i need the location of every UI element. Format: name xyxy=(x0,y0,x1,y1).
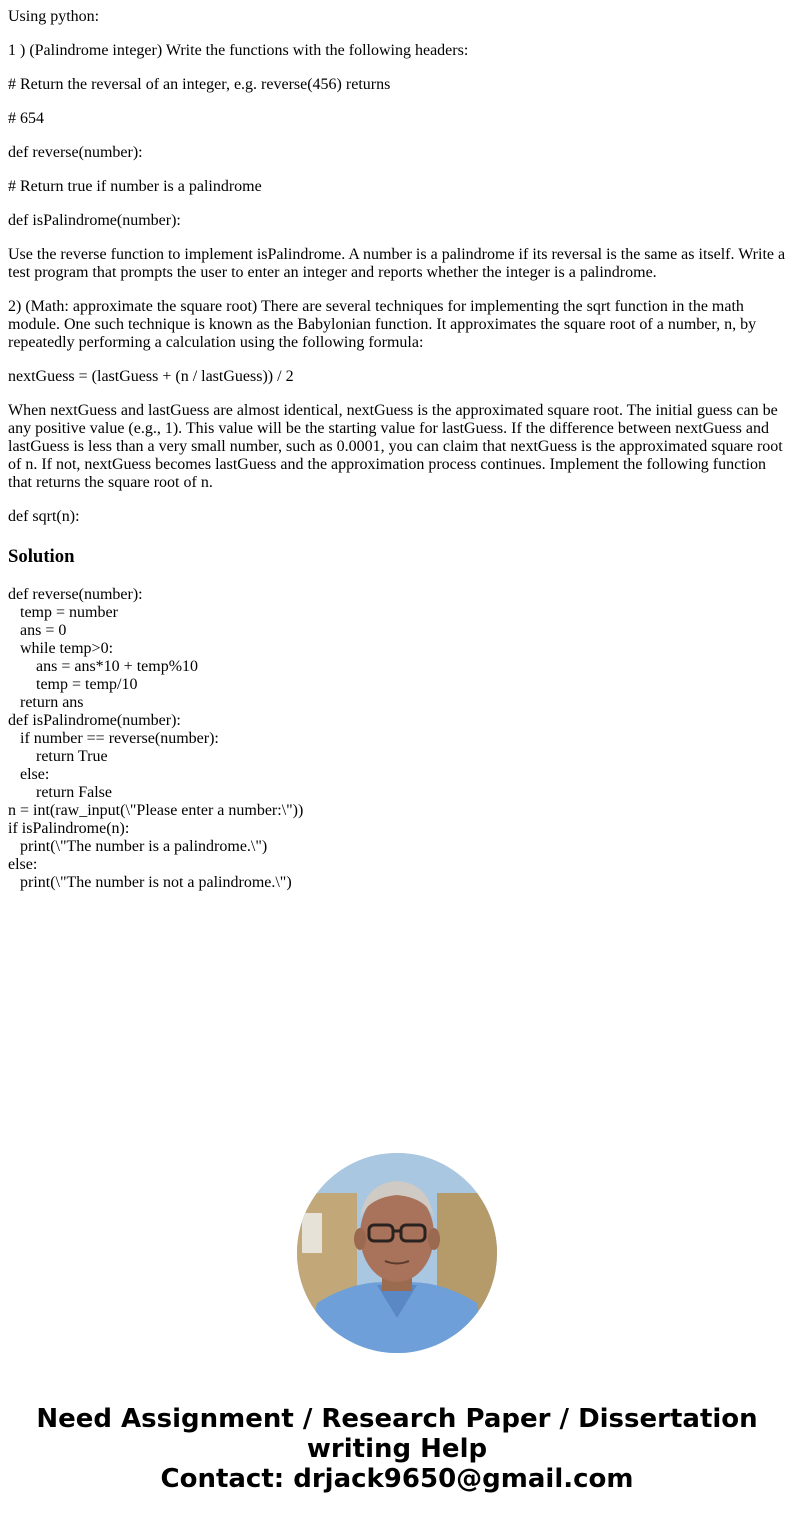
code-line: while temp>0: xyxy=(8,640,114,657)
author-avatar xyxy=(297,1153,497,1353)
question-paragraph-3: # Return the reversal of an integer, e.g. reverse(456) returns xyxy=(8,76,391,93)
code-line: n = int(raw_input(\"Please enter a number:\")) xyxy=(8,802,304,819)
code-line: print(\"The number is a palindrome.\") xyxy=(8,838,268,855)
question-paragraph-12: def sqrt(n): xyxy=(8,508,80,525)
question-paragraph-1: Using python: xyxy=(8,8,100,25)
question-paragraph-9: 2) (Math: approximate the square root) There are several techniques for implementing the sqrt function in the math module. One such technique is known as the Babylonian function. It approximates the square root of a number, n, by repeatedly performing a calculation using the following formula: xyxy=(8,298,757,351)
code-line: if number == reverse(number): xyxy=(8,730,219,747)
code-line: temp = number xyxy=(8,604,118,621)
code-line: else: xyxy=(8,856,38,873)
promo-contact: Contact: drjack9650@gmail.com xyxy=(160,1464,634,1494)
promo-line-1: Need Assignment / Research Paper / Dissertation xyxy=(36,1404,758,1434)
code-line: def reverse(number): xyxy=(8,586,143,603)
question-paragraph-8: Use the reverse function to implement isPalindrome. A number is a palindrome if its reversal is the same as itself. Write a test program that prompts the user to enter an integer and reports whether the integer is a palindrome. xyxy=(8,246,786,281)
code-line: return True xyxy=(8,748,108,765)
code-line: temp = temp/10 xyxy=(8,676,138,693)
code-line: return False xyxy=(8,784,112,801)
code-line: ans = 0 xyxy=(8,622,67,639)
question-paragraph-6: # Return true if number is a palindrome xyxy=(8,178,262,195)
question-paragraph-4: # 654 xyxy=(8,110,44,127)
promo-banner xyxy=(0,1404,794,1494)
question-paragraph-10: nextGuess = (lastGuess + (n / lastGuess)) / 2 xyxy=(8,368,294,385)
solution-code xyxy=(8,586,786,892)
question-paragraph-7: def isPalindrome(number): xyxy=(8,212,181,229)
code-line: ans = ans*10 + temp%10 xyxy=(8,658,199,675)
document-body xyxy=(8,0,786,892)
code-line: print(\"The number is not a palindrome.\") xyxy=(8,874,292,891)
question-paragraph-5: def reverse(number): xyxy=(8,144,143,161)
code-line: else: xyxy=(8,766,50,783)
question-paragraph-11: When nextGuess and lastGuess are almost identical, nextGuess is the approximated square root. The initial guess can be any positive value (e.g., 1). This value will be the starting value for lastGuess. If the difference between nextGuess and lastGuess is less than a very small number, such as 0.0001, you can claim that nextGuess is the approximated square root of n. If not, nextGuess becomes lastGuess and the approximation process continues. Implement the following function that returns the square root of n. xyxy=(8,402,783,491)
question-paragraph-2: 1 ) (Palindrome integer) Write the functions with the following headers: xyxy=(8,42,469,59)
code-line: def isPalindrome(number): xyxy=(8,712,181,729)
author-portrait-image xyxy=(297,1153,497,1353)
promo-line-2: writing Help xyxy=(306,1434,488,1464)
solution-heading: Solution xyxy=(8,546,75,567)
code-line: return ans xyxy=(8,694,84,711)
code-line: if isPalindrome(n): xyxy=(8,820,130,837)
